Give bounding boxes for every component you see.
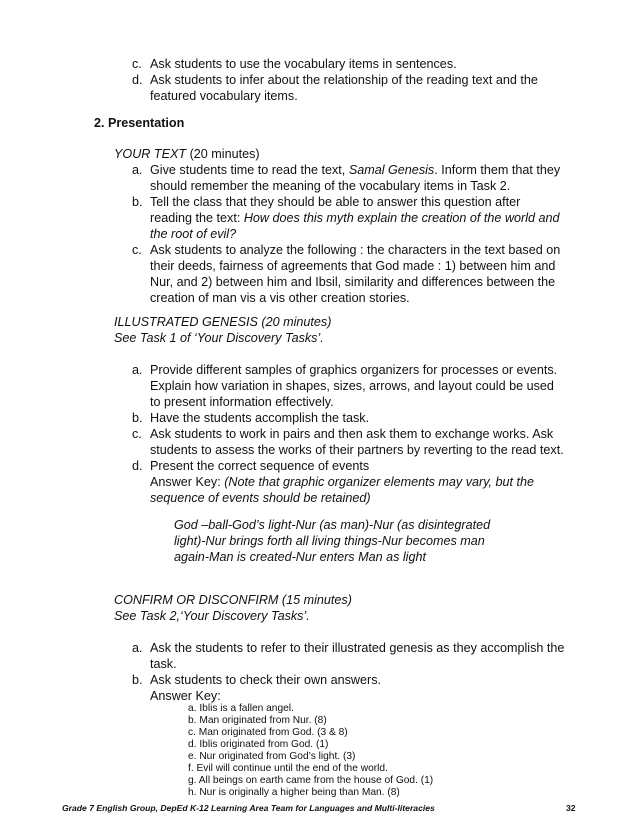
question-italic: the root of evil? (150, 227, 237, 241)
task-reference: See Task 2,‘Your Discovery Tasks’. (114, 609, 310, 623)
list-item-text: Have the students accomplish the task. (150, 411, 370, 425)
subsection-title-text: YOUR TEXT (114, 147, 187, 161)
answer-key-label: Answer Key: (150, 475, 225, 489)
list-letter: b. (132, 411, 143, 425)
answer-note-italic: sequence of events should be retained) (150, 491, 371, 505)
subsection-duration: (20 minutes) (186, 147, 260, 161)
event-sequence: God –ball-God’s light-Nur (as man)-Nur (as disintegrated (174, 518, 491, 532)
answer-item: b. Man originated from Nur. (8) (188, 715, 327, 726)
list-letter: c. (132, 57, 142, 71)
list-item-text: Tell the class that they should be able to answer this question after (150, 195, 521, 209)
answer-note-italic: (Note that graphic organizer elements may vary, but the (224, 475, 535, 489)
section-heading: 2. Presentation (94, 116, 185, 130)
list-item-text: Ask students to work in pairs and then ask them to exchange works. Ask (150, 427, 554, 441)
list-item-text: Ask the students to refer to their illustrated genesis as they accomplish the (150, 641, 565, 655)
list-letter: a. (132, 163, 143, 177)
subsection-title (114, 146, 260, 162)
list-letter: d. (132, 73, 143, 87)
question-italic: How does this myth explain the creation of the world and (243, 211, 560, 225)
answer-key-label: Answer Key: (150, 689, 221, 703)
list-letter: b. (132, 673, 143, 687)
list-item-text: should remember the meaning of the vocabulary items in Task 2. (150, 179, 511, 193)
text-run: Give students time to read the text, (150, 163, 349, 177)
list-item-text: Ask students to analyze the following : the characters in the text based on (150, 243, 561, 257)
list-item-text: students to assess the works of their partners by reverting to the read text. (150, 443, 564, 457)
event-sequence: light)-Nur brings forth all living things-Nur becomes man (174, 534, 485, 548)
list-item-text: to present information effectively. (150, 395, 334, 409)
subsection-title: CONFIRM OR DISCONFIRM (15 minutes) (114, 593, 352, 607)
list-item-text (150, 210, 560, 226)
list-item-text: Ask students to infer about the relationship of the reading text and the (150, 73, 538, 87)
answer-item: h. Nur is originally a higher being than Man. (8) (188, 787, 400, 798)
list-item-text: Ask students to use the vocabulary items in sentences. (150, 57, 457, 71)
list-letter: a. (132, 641, 143, 655)
list-item-text: Nur, and 2) between him and Ibsil, similarity and differences between the (150, 275, 556, 289)
answer-item: c. Man originated from God. (3 & 8) (188, 727, 348, 738)
answer-item: g. All beings on earth came from the house of God. (1) (188, 775, 434, 786)
subsection-title: ILLUSTRATED GENESIS (20 minutes) (114, 315, 332, 329)
page-footer: Grade 7 English Group, DepEd K-12 Learning Area Team for Languages and Multi-literacies (62, 803, 435, 813)
list-item-text: Present the correct sequence of events (150, 459, 370, 473)
answer-item: e. Nur originated from God’s light. (3) (188, 751, 356, 762)
list-letter: c. (132, 427, 142, 441)
text-title-italic: Samal Genesis (348, 163, 435, 177)
text-run: reading the text: (150, 211, 244, 225)
list-item-text: Provide different samples of graphics organizers for processes or events. (150, 363, 558, 377)
text-run: . Inform them that they (434, 163, 561, 177)
answer-item: f. Evil will continue until the end of the world. (188, 763, 388, 774)
answer-item: d. Iblis originated from God. (1) (188, 739, 329, 750)
task-reference: See Task 1 of ‘Your Discovery Tasks’. (114, 331, 324, 345)
list-item-text: featured vocabulary items. (150, 89, 298, 103)
list-item-text (150, 162, 560, 178)
list-letter: c. (132, 243, 142, 257)
list-item-text: creation of man vis a vis other creation stories. (150, 291, 410, 305)
list-letter: a. (132, 363, 143, 377)
list-item-text (150, 474, 534, 490)
event-sequence: again-Man is created-Nur enters Man as light (174, 550, 426, 564)
answer-item: a. Iblis is a fallen angel. (188, 703, 294, 714)
list-item-text: Explain how variation in shapes, sizes, arrows, and layout could be used (150, 379, 554, 393)
page-number: 32 (566, 803, 576, 813)
list-letter: d. (132, 459, 143, 473)
list-item-text: their deeds, fairness of agreements that God made : 1) between him and (150, 259, 556, 273)
list-item-text: task. (150, 657, 177, 671)
list-item-text: Ask students to check their own answers. (150, 673, 381, 687)
list-letter: b. (132, 195, 143, 209)
